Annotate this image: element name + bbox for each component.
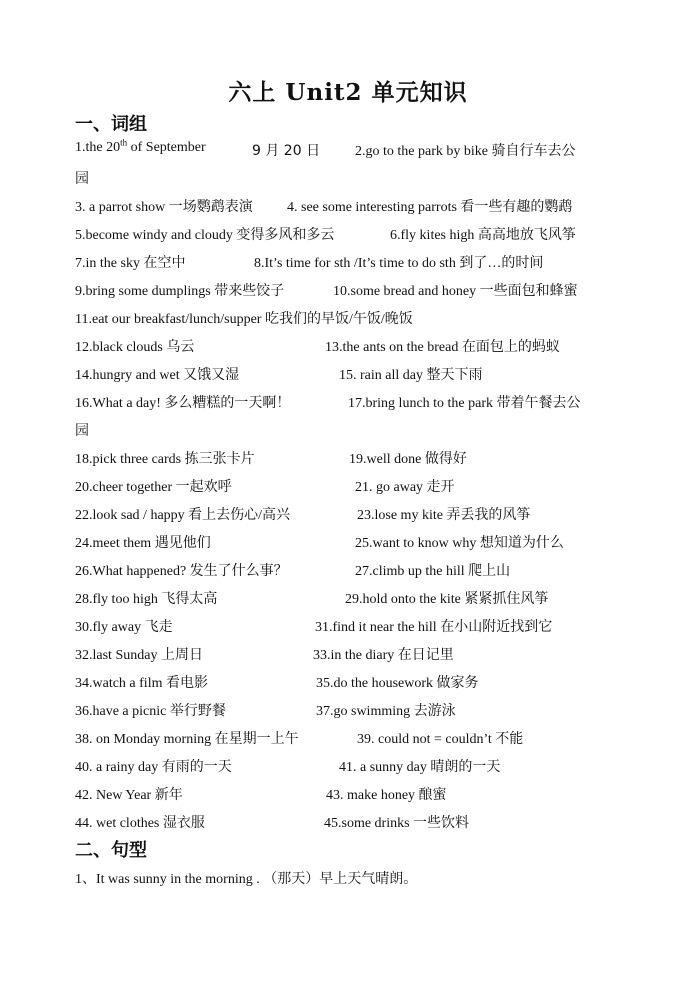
phrase-27: 27.climb up the hill 爬上山 <box>355 564 511 579</box>
phrase-6: 6.fly kites high 高高地放飞风筝 <box>390 228 576 243</box>
phrase-5: 5.become windy and cloudy 变得多风和多云 <box>75 228 335 243</box>
phrase-18: 18.pick three cards 拣三张卡片 <box>75 452 255 467</box>
page-title: 六上 Unit2 单元知识 <box>228 79 468 106</box>
phrase-17: 17.bring lunch to the park 带着午餐去公 <box>348 396 581 411</box>
phrase-10: 10.some bread and honey 一些面包和蜂蜜 <box>333 284 578 299</box>
phrase-1-translation: 9 月 20 日 <box>252 143 321 159</box>
phrase-22: 22.look sad / happy 看上去伤心/高兴 <box>75 508 291 523</box>
phrase-2: 2.go to the park by bike 骑自行车去公 <box>355 144 576 159</box>
phrase-24: 24.meet them 遇见他们 <box>75 536 211 551</box>
phrase-44: 44. wet clothes 湿衣服 <box>75 816 205 831</box>
phrase-23: 23.lose my kite 弄丢我的风筝 <box>357 508 531 523</box>
sentence-1: 1、It was sunny in the morning . （那天）早上天气晴朗。 <box>75 872 418 887</box>
phrase-4: 4. see some interesting parrots 看一些有趣的鹦鹉 <box>287 200 573 215</box>
phrase-16: 16.What a day! 多么糟糕的一天啊！ <box>75 396 291 411</box>
phrase-17-continuation: 园 <box>75 424 89 439</box>
phrase-21: 21. go away 走开 <box>355 480 455 495</box>
phrase-20: 20.cheer together 一起欢呼 <box>75 480 232 495</box>
phrase-7: 7.in the sky 在空中 <box>75 256 186 271</box>
phrase-8: 8.It’s time for sth /It’s time to do sth 到了…的时间 <box>254 256 544 271</box>
section-heading-sentences: 二、句型 <box>75 840 147 861</box>
phrase-45: 45.some drinks 一些饮料 <box>324 816 470 831</box>
phrase-31: 31.find it near the hill 在小山附近找到它 <box>315 620 553 635</box>
phrase-38: 38. on Monday morning 在星期一上午 <box>75 732 299 747</box>
phrase-25: 25.want to know why 想知道为什么 <box>355 536 564 551</box>
phrase-19: 19.well done 做得好 <box>349 452 467 467</box>
phrase-12: 12.black clouds 乌云 <box>75 340 195 355</box>
phrase-29: 29.hold onto the kite 紧紧抓住风筝 <box>345 592 549 607</box>
phrase-32: 32.last Sunday 上周日 <box>75 648 203 663</box>
phrase-3: 3. a parrot show 一场鹦鹉表演 <box>75 200 253 215</box>
phrase-15: 15. rain all day 整天下雨 <box>339 368 483 383</box>
phrase-28: 28.fly too high 飞得太高 <box>75 592 218 607</box>
phrase-37: 37.go swimming 去游泳 <box>316 704 456 719</box>
phrase-26: 26.What happened? 发生了什么事？ <box>75 564 288 579</box>
phrase-39: 39. could not = couldn’t 不能 <box>357 732 524 747</box>
phrase-42: 42. New Year 新年 <box>75 788 183 803</box>
phrase-9: 9.bring some dumplings 带来些饺子 <box>75 284 285 299</box>
phrase-30: 30.fly away 飞走 <box>75 620 173 635</box>
phrase-34: 34.watch a film 看电影 <box>75 676 208 691</box>
phrase-35: 35.do the housework 做家务 <box>316 676 479 691</box>
phrase-11: 11.eat our breakfast/lunch/supper 吃我们的早饭/午饭/晚饭 <box>75 312 413 327</box>
phrase-41: 41. a sunny day 晴朗的一天 <box>339 760 501 775</box>
phrase-13: 13.the ants on the bread 在面包上的蚂蚁 <box>325 340 560 355</box>
phrase-2-continuation: 园 <box>75 172 89 187</box>
phrase-40: 40. a rainy day 有雨的一天 <box>75 760 232 775</box>
phrase-43: 43. make honey 酿蜜 <box>326 788 447 803</box>
phrase-1: 1.the 20th of September <box>75 137 206 155</box>
phrase-33: 33.in the diary 在日记里 <box>313 648 454 663</box>
phrase-14: 14.hungry and wet 又饿又湿 <box>75 368 240 383</box>
section-heading-phrases: 一、词组 <box>75 114 147 135</box>
phrase-36: 36.have a picnic 举行野餐 <box>75 704 226 719</box>
